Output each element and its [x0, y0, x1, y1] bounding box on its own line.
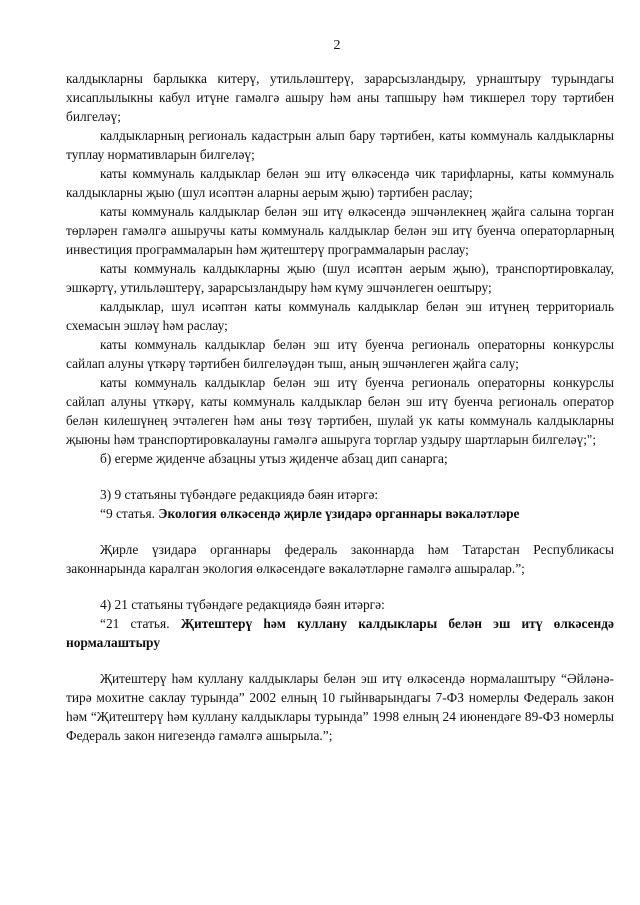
section4-body: Җитештерү һәм куллану калдыклары белән эш итү өлкәсендә нормалаштыру “Әйләнә-тирә мохитне саклау турында” 2002 елның 10 гыйнварындагы 7-ФЗ номерлы Федераль закон һәм “Җитештерү һәм куллану калдыклары турында” 1998 елның 24 июнендәге 89-ФЗ номерлы Федераль закон нигезендә гамәлгә ашырыла.”;	[66, 671, 614, 743]
section3-heading-title: Экология өлкәсендә җирле үзидарә органнары вәкаләтләре	[158, 506, 520, 521]
paragraph-investment-programs: каты коммуналь калдыклар белән эш итү өлкәсендә эшчәнлекнең җайга салына торган төрләрен гамәлгә ашыручы каты коммуналь калдыклар белән эш итү буенча операторларның инвестиция программаларын һәм җитештерү программаларын раслау;	[66, 204, 614, 257]
paragraph-operator-regulation: каты коммуналь калдыклар белән эш итү буенча региональ операторны конкурслы сайлап алуны үткәрү тәртибен билгеләүдән тыш, аның эшчәнлеген җайга салу;	[66, 337, 614, 371]
spacer	[66, 523, 614, 540]
document-page	[66, 36, 614, 745]
section3-heading	[66, 504, 614, 523]
spacer	[66, 468, 614, 485]
paragraph-territorial-scheme: калдыклар, шул исәптән каты коммуналь калдыклар белән эш итүнең территориаль схемасын эшләү һәм раслау;	[66, 299, 614, 333]
page-number: 2	[333, 38, 341, 53]
paragraph-tariffs: каты коммуналь калдыклар белән эш итү өлкәсендә чик тарифларны, каты коммуналь калдыкларны җыю (шул исәптән аларны аерым җыю) тәртибен раслау;	[66, 166, 614, 200]
paragraph-operator-selection: каты коммуналь калдыклар белән эш итү буенча региональ операторны конкурслы сайлап алуны үткәрү, каты коммуналь калдыклар белән эш итү буенча региональ оператор белән килешүнең эчтәлеген һәм аны төзү тәртибен, шулай ук каты коммуналь калдыкларны җыюны һәм транспортировкалауны гамәлгә ашыруга торглар уздыру шартларын билгеләү;";	[66, 375, 614, 447]
paragraph-continuation: калдыкларны барлыкка китерү, утильләштерү, зарарсызландыру, урнаштыру турындагы хисаплылыкны кабул итүне гамәлгә ашыру һәм аны тапшыру һәм тикшерел тору тәртибен билгеләү;	[66, 71, 614, 124]
spacer	[66, 578, 614, 595]
section3-heading-prefix: “9 статья.	[100, 506, 159, 521]
paragraph-organization: каты коммуналь калдыкларны җыю (шул исәптән аерым җыю), транспортировкалау, эшкәртү, утильләштерү, зарарсызландыру һәм күму эшчәнлеген оештыру;	[66, 261, 614, 295]
section3-intro: 3) 9 статьяны түбәндәге редакциядә бәян итәргә:	[100, 487, 379, 502]
spacer	[66, 652, 614, 669]
section4-heading	[66, 614, 614, 652]
section4-heading-title: Җитештерү һәм куллану калдыклары белән эш итү өлкәсендә нормалаштыру	[66, 616, 614, 650]
paragraph-renumbering: б) егерме җиденче абзацны утыз җиденче абзац дип санарга;	[100, 451, 448, 466]
paragraph-cadastre: калдыкларның региональ кадастрын алып бару тәртибен, каты коммуналь калдыкларны туплау нормативларын билгеләү;	[66, 128, 614, 162]
section4-heading-prefix: “21 статья.	[100, 616, 181, 631]
section4-intro: 4) 21 статьяны түбәндәге редакциядә бәян итәргә:	[100, 597, 385, 612]
section3-body: Җирле үзидарә органнары федераль законнарда һәм Татарстан Республикасы законнарында каралган экология өлкәсендәге вәкаләтләрне гамәлгә ашыралар.”;	[66, 542, 614, 576]
